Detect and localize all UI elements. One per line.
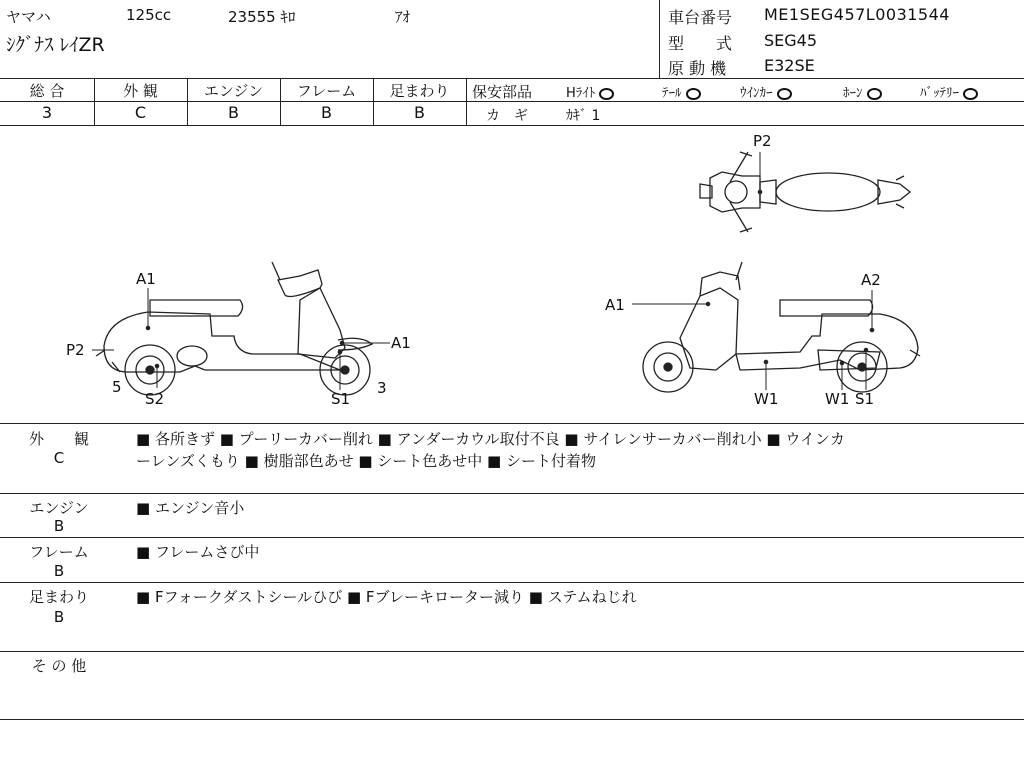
notes-divider <box>0 493 1024 494</box>
label-w1-a: W1 <box>754 390 779 408</box>
exterior-grade: C <box>134 103 147 122</box>
engine-grade: B <box>228 103 239 122</box>
winker-label: ｳｲﾝｶｰ <box>740 86 773 101</box>
headlight-label: Hﾗｲﾄ <box>566 86 596 101</box>
suspension-label: 足まわり <box>389 82 450 100</box>
notes-top-border <box>0 423 1024 424</box>
type-label: 型 式 <box>668 34 733 53</box>
engine-label: エンジン <box>203 82 264 100</box>
suspension-grade: B <box>414 103 425 122</box>
horn-label: ﾎｰﾝ <box>843 86 863 101</box>
label-a1-left-right: A1 <box>391 334 411 352</box>
key-value: ｶｷﾞ 1 <box>566 108 601 124</box>
label-a1-right: A1 <box>605 296 625 314</box>
notes-exterior-grade: C <box>53 449 65 467</box>
notes-divider <box>0 651 1024 652</box>
maker: ヤマハ <box>6 8 51 26</box>
exterior-label: 外 観 <box>123 82 158 100</box>
notes-divider <box>0 582 1024 583</box>
notes-divider <box>0 537 1024 538</box>
mileage: 23555 ｷﾛ <box>228 8 296 26</box>
notes-frame-title: フレーム <box>29 543 89 561</box>
notes-suspension-title: 足まわり <box>28 588 89 606</box>
safety-parts-label: 保安部品 <box>472 83 533 101</box>
notes-exterior-line2: ーレンズくもり ■ 樹脂部色あせ ■ シート色あせ中 ■ シート付着物 <box>136 452 597 470</box>
label-p2-left: P2 <box>66 341 85 359</box>
type-value: SEG45 <box>764 31 818 50</box>
notes-frame-grade: B <box>53 562 65 580</box>
label-s1-right: S1 <box>855 390 875 408</box>
frame-number-label: 車台番号 <box>668 8 733 27</box>
notes-exterior-line1: ■ 各所きず ■ プーリーカバー削れ ■ アンダーカウル取付不良 ■ サイレンサーカバー削れ小 ■ ウインカ <box>136 430 845 448</box>
notes-bottom-border <box>0 719 1024 720</box>
notes-suspension-grade: B <box>53 608 65 626</box>
label-a1-left-top: A1 <box>136 270 156 288</box>
tail-label: ﾃｰﾙ <box>662 86 682 101</box>
label-5: 5 <box>112 378 122 396</box>
frame-number: ME1SEG457L0031544 <box>764 5 950 24</box>
engine-model-value: E32SE <box>764 56 815 75</box>
notes-frame-text: ■ フレームさび中 <box>136 543 260 561</box>
notes-other-title: そ の 他 <box>31 657 87 675</box>
notes-suspension-text: ■ Fフォークダストシールひび ■ Fブレーキローター減り ■ ステムねじれ <box>136 588 637 606</box>
label-p2-top: P2 <box>753 132 772 150</box>
overall-grade: 3 <box>41 103 53 122</box>
engine-model-label: 原 動 機 <box>668 59 727 78</box>
label-s1-left: S1 <box>331 390 351 408</box>
model-name: ｼｸﾞﾅｽ ﾚｲZR <box>6 34 105 56</box>
frame-label: フレーム <box>296 82 357 100</box>
scooter-top-view <box>700 152 910 232</box>
notes-exterior-title: 外 観 <box>28 430 89 448</box>
label-3: 3 <box>377 379 387 397</box>
label-w1-b: W1 <box>825 390 850 408</box>
battery-label: ﾊﾞｯﾃﾘｰ <box>920 86 959 101</box>
key-label: カ ギ <box>486 108 528 124</box>
frame-grade: B <box>321 103 332 122</box>
notes-engine-title: エンジン <box>29 499 89 517</box>
leader-lines <box>92 152 874 390</box>
color: ｱｵ <box>395 8 411 26</box>
overall-label: 総 合 <box>29 82 65 100</box>
label-s2: S2 <box>145 390 165 408</box>
notes-engine-text: ■ エンジン音小 <box>136 499 245 517</box>
label-a2: A2 <box>861 271 881 289</box>
displacement: 125cc <box>126 6 172 24</box>
notes-engine-grade: B <box>53 517 65 535</box>
